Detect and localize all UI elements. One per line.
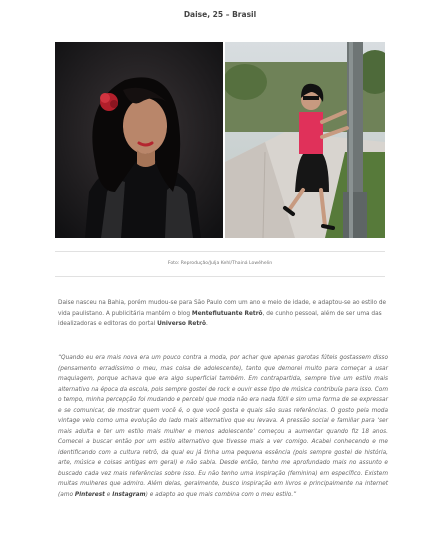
intro-line2b: , de cunho pessoal, além de ser uma das xyxy=(262,310,382,317)
street-photo xyxy=(225,42,385,238)
intro-line3b: . xyxy=(205,321,208,327)
intro-line2: vida paulistano. A publicitária mantém o blog xyxy=(58,310,192,317)
quote-text-b: ) e adapto ao que mais combina com o meu estilo.” xyxy=(145,491,297,498)
photo-row xyxy=(55,42,385,238)
quote-text-a: “Quando eu era mais nova era um pouco contra a moda, por achar que apenas garotas fúteis gostassem disso (pensamento erradíssimo o meu, mas coisa de adolescente), tanto que demorei muito para começar a usar maquiagem, porque achava que era algo superficial também. Em contrapartida, sempre tive um estilo mais alternativo na época da escola, pois sempre gostei de rock e ouvir esse tipo de música contribuía para isso. Com o tempo, minha percepção foi mudando e percebi que moda não era nada fútil e sim uma forma de se expressar e se comunicar, de mostrar quem você é, o que você gosta e quais são suas referências. O gosto pela moda vintage veio como uma evolução do lado mais alternativo que eu levava. A pressão social e familiar para ‘ser mais adulta e ter um estilo mais mulher e menos adolescente’ começou a aumentar quando fiz 18 anos. Comecei a buscar então por um estilo alternativo que tivesse mais a ver comigo. Acabei conhecendo e me identificando com a cultura retrô, da qual eu já tinha uma pequena essência (pois sempre gostei de história, arte, música e coisas antigas em geral) e não sabia. Desde então, tenho me aprofundado mais no assunto e buscado cada vez mais referências sobre isso. Eu não tenho uma inspiração (feminina) em específico. Existem muitas mulheres que admiro. Além delas, geralmente, busco inspiração em livros e principalmente na internet (amo xyxy=(58,355,388,498)
blog-name: Menteflutuante Retrô xyxy=(191,310,263,317)
instagram-mention: Instagram xyxy=(112,491,146,498)
intro-paragraph xyxy=(58,298,388,330)
quote-paragraph xyxy=(58,353,388,500)
pinterest-mention: Pinterest xyxy=(74,491,105,498)
intro-line1: Daise nasceu na Bahia, porém mudou-se para São Paulo com um ano e meio de idade, e adaptou-se ao estilo de xyxy=(58,300,387,306)
divider-top xyxy=(55,251,385,252)
portal-name: Universo Retrô xyxy=(157,321,206,327)
article-heading: Daise, 25 – Brasil xyxy=(183,10,257,19)
photo-credit: Foto: Reprodução/Julja Kehl/Thainá Lowéhelin xyxy=(167,261,273,266)
divider-bottom xyxy=(55,276,385,277)
portrait-photo xyxy=(55,42,223,238)
quote-and: e xyxy=(104,491,113,498)
intro-line3: idealizadoras e editoras do portal xyxy=(58,321,158,327)
